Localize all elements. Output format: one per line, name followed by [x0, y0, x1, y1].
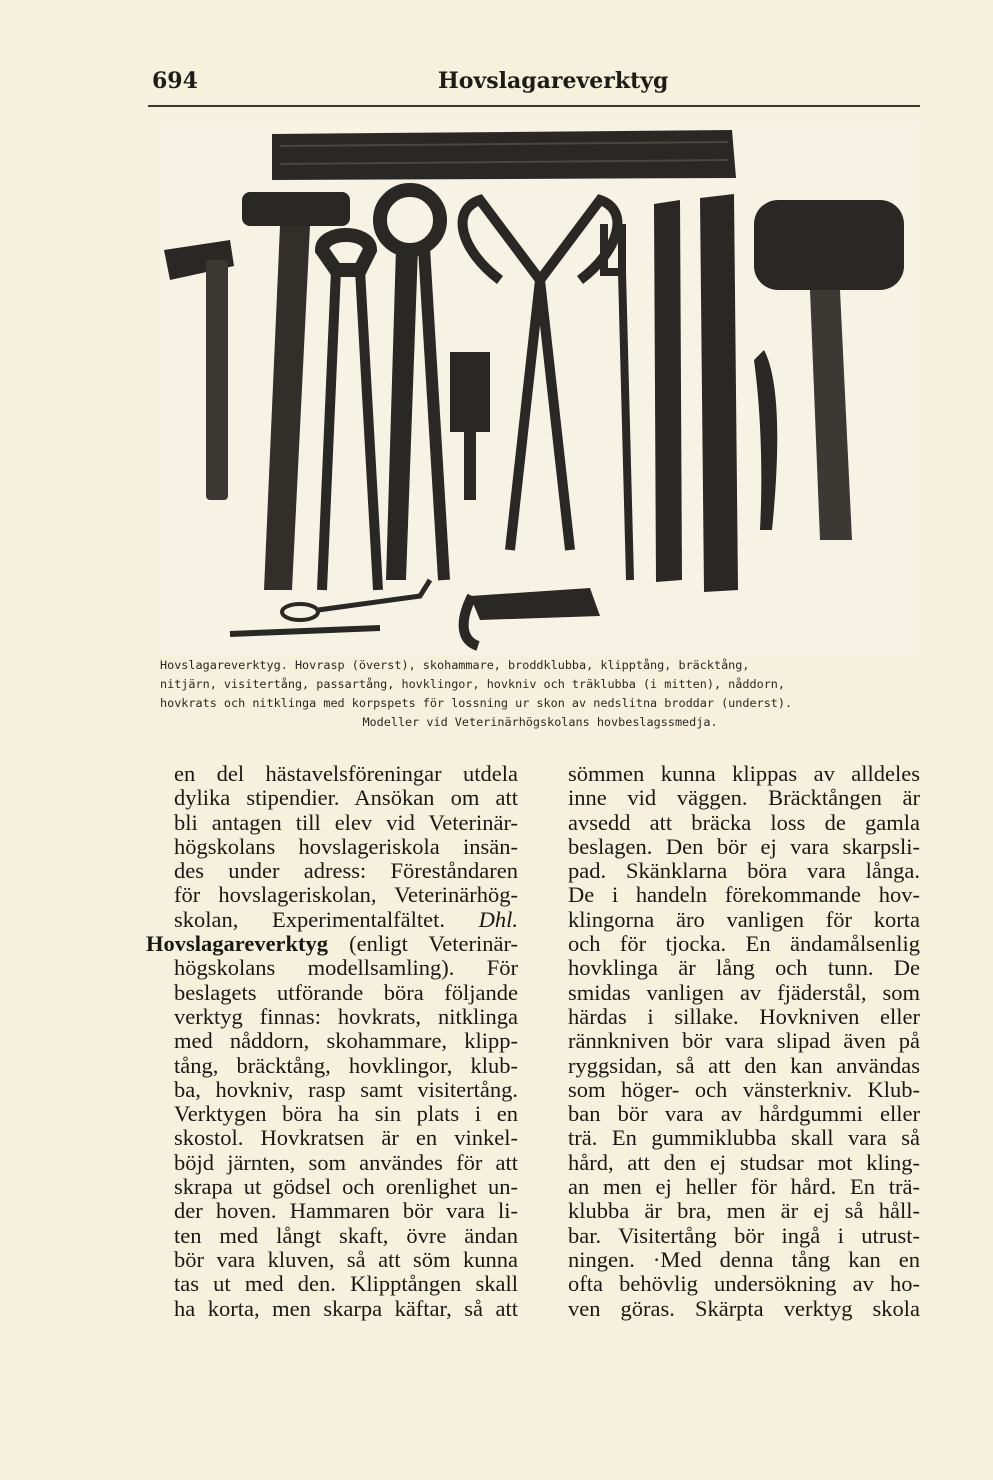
- text-line: tas ut med den. Klipptången skall: [174, 1271, 518, 1297]
- text-line: klingorna äro vanligen för korta: [568, 906, 920, 932]
- text-span: (enligt Veterinär-: [328, 931, 518, 957]
- text-line: sömmen kunna klippas av alldeles: [568, 761, 920, 786]
- text-line: trä. En gummiklubba skall vara så: [568, 1125, 920, 1151]
- text-line: hård, att den ej studsar mot kling-: [568, 1149, 920, 1175]
- text-line: inne vid väggen. Bräcktången är: [568, 785, 920, 811]
- text-line: skostol. Hovkratsen är en vinkel-: [174, 1125, 518, 1151]
- figure-caption: [160, 656, 920, 732]
- text-line: beslagets utförande böra följande: [174, 979, 518, 1005]
- caption-line: Modeller vid Veterinärhögskolans hovbeslagssmedja.: [362, 715, 718, 729]
- rasp-image: [272, 130, 736, 180]
- text-span: skolan, Experimentalfältet.: [174, 906, 446, 932]
- text-line: pad. Skänklarna böra vara långa.: [568, 858, 920, 884]
- text-line: ningen. ·Med denna tång kan en: [568, 1246, 920, 1272]
- caption-line: Hovslagareverktyg. Hovrasp (överst), skohammare, broddklubba, klipptång, bräcktång,: [160, 658, 750, 672]
- text-line: bar. Visitertång bör ingå i utrust-: [568, 1222, 920, 1248]
- text-line: ha korta, men skarpa käftar, så att: [174, 1295, 518, 1321]
- text-line: des under adress: Föreståndaren: [174, 858, 518, 884]
- text-line: skrapa ut gödsel och orenlighet un-: [174, 1174, 518, 1200]
- hoof-blade-image: [654, 200, 682, 582]
- text-line: dylika stipendier. Ansökan om att: [174, 785, 518, 811]
- text-line: högskolans modellsamling). För: [174, 955, 518, 981]
- text-line: smidas vanligen av fjäderstål, som: [568, 979, 920, 1005]
- text-line: rännkniven bör vara slipad även på: [568, 1028, 920, 1054]
- running-title: Hovslagareverktyg: [438, 68, 669, 94]
- text-line: hovklinga är lång och tunn. De: [568, 955, 920, 981]
- text-line: böjd järnten, som användes för att: [174, 1149, 518, 1175]
- right-column: [568, 762, 920, 1321]
- text-line: [146, 932, 518, 956]
- text-line: an men ej heller för hård. En trä-: [568, 1174, 920, 1200]
- text-line: avsedd att bräcka loss de gamla: [568, 809, 920, 835]
- text-line: högskolans hovslageriskola insän-: [174, 833, 518, 859]
- caption-line: hovkrats och nitklinga med korpspets för lossning ur skon av nedslitna broddar (underst).: [160, 696, 793, 710]
- author-signature: Dhl.: [478, 906, 519, 932]
- text-line: ten med långt skaft, övre ändan: [174, 1222, 518, 1248]
- text-line: härdas i sillake. Hovkniven eller: [568, 1003, 920, 1029]
- text-line: ryggsidan, så att den kan användas: [568, 1052, 920, 1078]
- hoof-blade-image: [700, 194, 738, 592]
- text-line: [146, 908, 518, 932]
- text-line: och för tjocka. En ändamålsenlig: [568, 931, 920, 957]
- text-line: klubba är bra, men är ej så håll-: [568, 1198, 920, 1224]
- text-line: ofta behövlig undersökning av ho-: [568, 1271, 920, 1297]
- text-line: bli antagen till elev vid Veterinär-: [174, 809, 518, 835]
- text-line: en del hästavelsföreningar utdela: [174, 761, 518, 786]
- text-line: ban bör vara av hårdgummi eller: [568, 1101, 920, 1127]
- text-line: för hovslageriskolan, Veterinärhög-: [174, 882, 518, 908]
- page-number: 694: [152, 68, 198, 94]
- text-line: De i handeln förekommande hov-: [568, 882, 920, 908]
- text-line: ven göras. Skärpta verktyg skola: [568, 1295, 920, 1321]
- text-line: som höger- och vänsterkniv. Klub-: [568, 1076, 920, 1102]
- hoof-tools-illustration: [160, 120, 920, 655]
- text-line: bör vara kluven, så att söm kunna: [174, 1246, 518, 1272]
- left-column: [146, 762, 518, 1321]
- caption-line: nitjärn, visitertång, passartång, hovklingor, hovkniv och träklubba (i mitten), nåddorn,: [160, 677, 786, 691]
- entry-headword: Hovslagareverktyg: [146, 931, 329, 957]
- text-line: tång, bräcktång, hovklingor, klub-: [174, 1052, 518, 1078]
- text-line: der hoven. Hammaren bör vara li-: [174, 1198, 518, 1224]
- header-rule: [148, 105, 920, 107]
- text-line: verktyg finnas: hovkrats, nitklinga: [174, 1003, 518, 1029]
- text-line: ba, hovkniv, rasp samt visitertång.: [174, 1076, 518, 1102]
- text-line: med nåddorn, skohammare, klipp-: [174, 1028, 518, 1054]
- text-line: Verktygen böra ha sin plats i en: [174, 1101, 518, 1127]
- text-line: beslagen. Den bör ej vara skarpsli-: [568, 833, 920, 859]
